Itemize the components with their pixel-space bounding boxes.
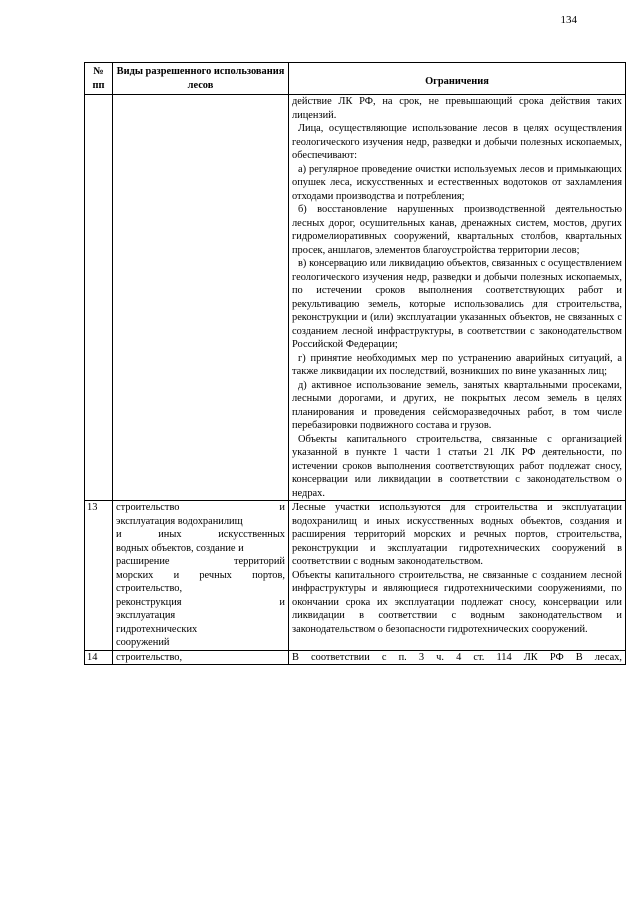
- paragraph: д) активное использование земель, занятых квартальными просеками, лесными дорогами, и других, не покрытых лесом земель в целях планирования и проведения сейсморазведочных работ, в том числе перебазировки подвижного состава и грузов.: [292, 379, 622, 431]
- paragraph: Лица, осуществляющие использование лесов в целях осуществления геологического изучения недр, разведки и добычи полезных ископаемых, обеспечивают:: [292, 123, 622, 161]
- row-num: 13: [85, 501, 113, 651]
- row-kind: [113, 501, 289, 651]
- header-kind: Виды разрешенного использования лесов: [113, 63, 289, 95]
- kind-line: эксплуатация водохранилищ: [116, 515, 243, 527]
- row-num: 14: [85, 650, 113, 665]
- table-row: [85, 501, 626, 651]
- paragraph: Объекты капитального строительства, не связанные с созданием лесной инфраструктуры и являющиеся гидротехническими сооружениями, по окончании срока их эксплуатации подлежат сносу, консервации или ликвидации в соответствии с водным законодательством и законодательством о безопасности гидротехнических сооружений.: [292, 569, 622, 635]
- row-restrictions: [289, 501, 626, 651]
- paragraph: действие ЛК РФ, на срок, не превышающий срока действия таких лицензий.: [292, 96, 622, 121]
- kind-line: строительство,: [116, 583, 183, 594]
- kind-line: гидротехнических: [116, 623, 198, 635]
- kind-line: реконструкция и: [116, 596, 285, 608]
- row-restrictions: [289, 650, 626, 665]
- page-number: 134: [560, 14, 577, 26]
- kind-line: строительство и: [116, 502, 285, 513]
- table-row: [85, 650, 626, 665]
- row-num: [85, 95, 113, 501]
- restrictions-table: [84, 62, 626, 665]
- paragraph: Объекты капитального строительства, связанные с организацией указанной в пункте 1 части 1 статьи 21 ЛК РФ деятельности, по истечении сроков выполнения соответствующих работ подлежат сносу, консервации или ликвидации в соответствии с законодательством о недрах.: [292, 433, 622, 499]
- table-row: [85, 95, 626, 501]
- kind-line: водных объектов, создание и: [116, 542, 244, 554]
- kind-line: и иных искусственных: [116, 529, 285, 540]
- table-header-row: [85, 63, 626, 95]
- kind-line: строительство,: [116, 651, 183, 663]
- kind-line: морских и речных портов,: [116, 569, 285, 581]
- row-restrictions: [289, 95, 626, 501]
- paragraph: а) регулярное проведение очистки используемых лесов и примыкающих опушек леса, искусственных и естественных водотоков от захламления отходами производства и потребления;: [292, 163, 622, 202]
- row-kind: [113, 650, 289, 665]
- header-restrictions: Ограничения: [289, 63, 626, 95]
- paragraph: г) принятие необходимых мер по устранению аварийных ситуаций, а также ликвидации их последствий, возникших по вине указанных лиц;: [292, 352, 622, 377]
- kind-line: сооружений: [116, 637, 170, 648]
- kind-line: расширение территорий: [116, 556, 285, 567]
- paragraph: б) восстановление нарушенных производственной деятельностью лесных дорог, осушительных канав, дренажных систем, мостов, других гидромелиоративных сооружений, квартальных столбов, квартальных просек, аншлагов, элементов благоустройства территории лесов;: [292, 204, 622, 256]
- paragraph: В соответствии с п. 3 ч. 4 ст. 114 ЛК РФ В лесах,: [292, 651, 622, 663]
- row-kind: [113, 95, 289, 501]
- paragraph: Лесные участки используются для строительства и эксплуатации водохранилищ и иных искусственных водных объектов, создания и расширения территорий морских и речных портов, строительства, реконструкции и эксплуатации гидротехнических сооружений в соответствии с водным законодательством.: [292, 502, 622, 567]
- paragraph: в) консервацию или ликвидацию объектов, связанных с осуществлением геологического изучения недр, разведки и добычи полезных ископаемых, по истечении сроков выполнения соответствующих работ и рекультивацию земель, которые использовались для строительства, реконструкции и (или) эксплуатации указанных объектов, не связанных с созданием лесной инфраструктуры, в соответствии с законодательством Российской Федерации;: [292, 258, 622, 350]
- header-num: № пп: [85, 63, 113, 95]
- kind-line: эксплуатация: [116, 610, 176, 621]
